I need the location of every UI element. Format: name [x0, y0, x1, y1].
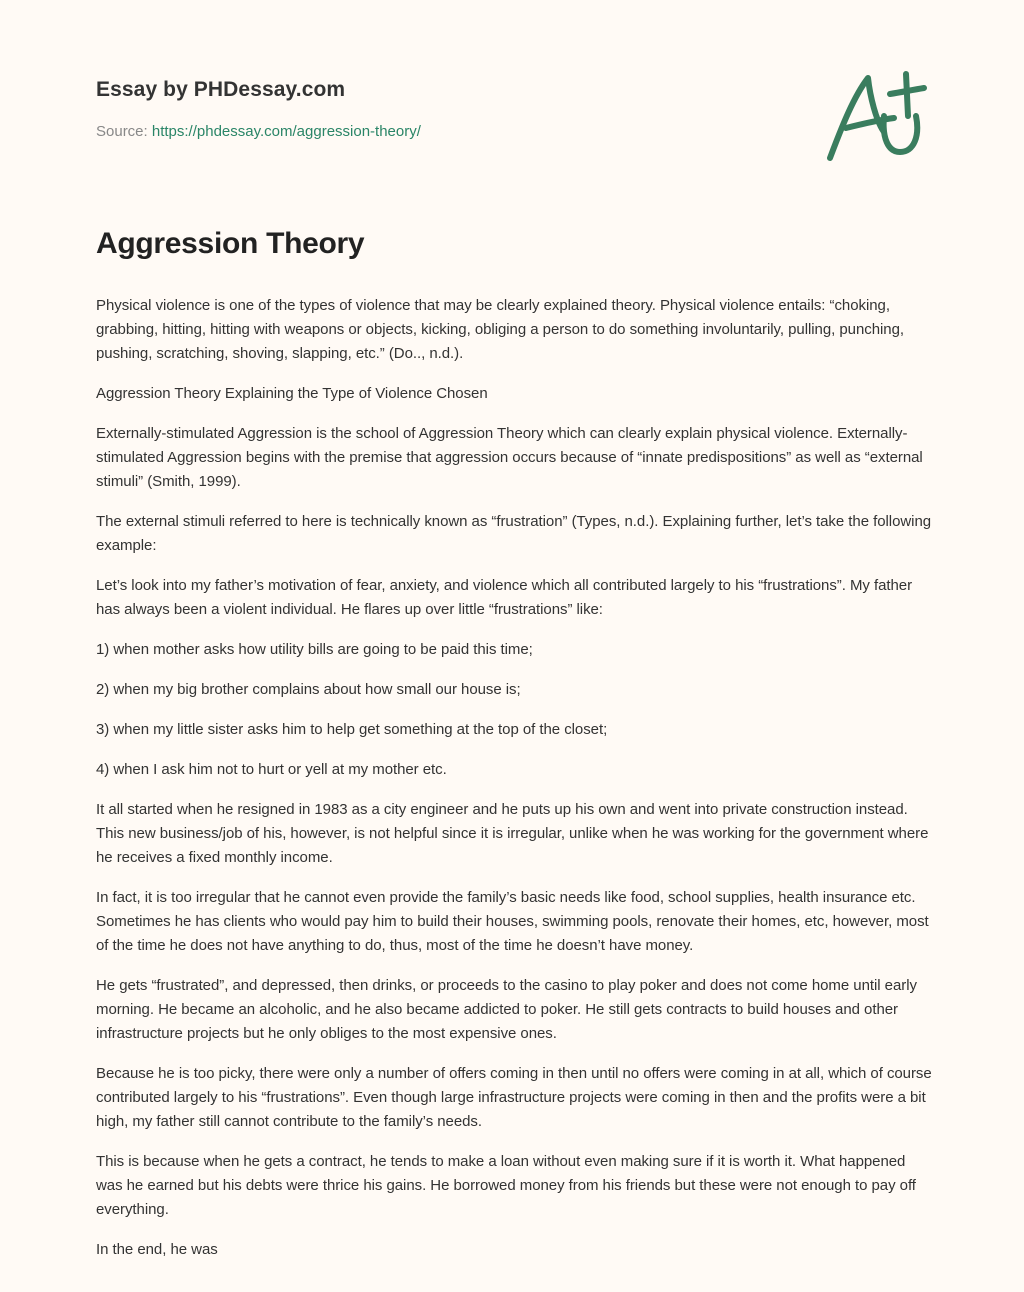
paragraph: It all started when he resigned in 1983 as a city engineer and he puts up his own and went into private construction instead. This new business/job of his, however, is not helpful since it is irregular, unlike when he was working for the government where he receives a fixed monthly income.: [96, 801, 929, 866]
list-item: 1) when mother asks how utility bills are going to be paid this time;: [96, 641, 533, 658]
paragraph: In fact, it is too irregular that he cannot even provide the family’s basic needs like food, school supplies, health insurance etc. Sometimes he has clients who would pay him to build their houses, swimming pools, renovate their homes, etc, however, most of the time he does not have anything to do, thus, most of the time he doesn’t have money.: [96, 889, 929, 954]
paragraph: Physical violence is one of the types of violence that may be clearly explained theory. Physical violence entails: “choking, grabbing, hitting, hitting with weapons or objects, kicking, obliging a person to do something involuntarily, pulling, punching, pushing, scratching, shoving, slapping, etc.” (Do.., n.d.).: [96, 297, 904, 362]
article: [96, 224, 932, 1278]
article-title: Aggression Theory: [96, 227, 365, 260]
list-item: 4) when I ask him not to hurt or yell at my mother etc.: [96, 761, 447, 778]
source-line: [96, 122, 796, 142]
paragraph: Because he is too picky, there were only a number of offers coming in then until no offers were coming in at all, which of course contributed largely to his “frustrations”. Even though large infrastructure projects were coming in then and the profits were a bit high, my father still cannot contribute to the family’s needs.: [96, 1065, 932, 1130]
source-label: Source:: [96, 123, 152, 140]
source-link[interactable]: https://phdessay.com/aggression-theory/: [151, 123, 421, 140]
brand-title: Essay by PHDessay.com: [96, 78, 346, 101]
paragraph: This is because when he gets a contract, he tends to make a loan without even making sure if it is worth it. What happened was he earned but his debts were thrice his gains. He borrowed money from his friends but these were not enough to pay off everything.: [96, 1153, 916, 1218]
list-item: 2) when my big brother complains about how small our house is;: [96, 681, 521, 698]
a-plus-grade-icon: [822, 66, 928, 166]
paragraph: Let’s look into my father’s motivation of fear, anxiety, and violence which all contributed largely to his “frustrations”. My father has always been a violent individual. He flares up over little “frustrations” like:: [96, 577, 913, 618]
truncated-paragraph: In the end, he was: [96, 1241, 218, 1258]
paragraph: The external stimuli referred to here is technically known as “frustration” (Types, n.d.). Explaining further, let’s take the following example:: [96, 513, 932, 554]
page-header: [96, 76, 796, 142]
paragraph: He gets “frustrated”, and depressed, then drinks, or proceeds to the casino to play poker and does not come home until early morning. He became an alcoholic, and he also became addicted to poker. He still gets contracts to build houses and other infrastructure projects but he only obliges to the most expensive ones.: [96, 977, 917, 1042]
paragraph: Externally-stimulated Aggression is the school of Aggression Theory which can clearly explain physical violence. Externally-stimulated Aggression begins with the premise that aggression occurs because of “innate predispositions” as well as “external stimuli” (Smith, 1999).: [96, 425, 923, 490]
list-item: 3) when my little sister asks him to help get something at the top of the closet;: [96, 721, 608, 738]
section-heading: Aggression Theory Explaining the Type of Violence Chosen: [96, 385, 488, 402]
